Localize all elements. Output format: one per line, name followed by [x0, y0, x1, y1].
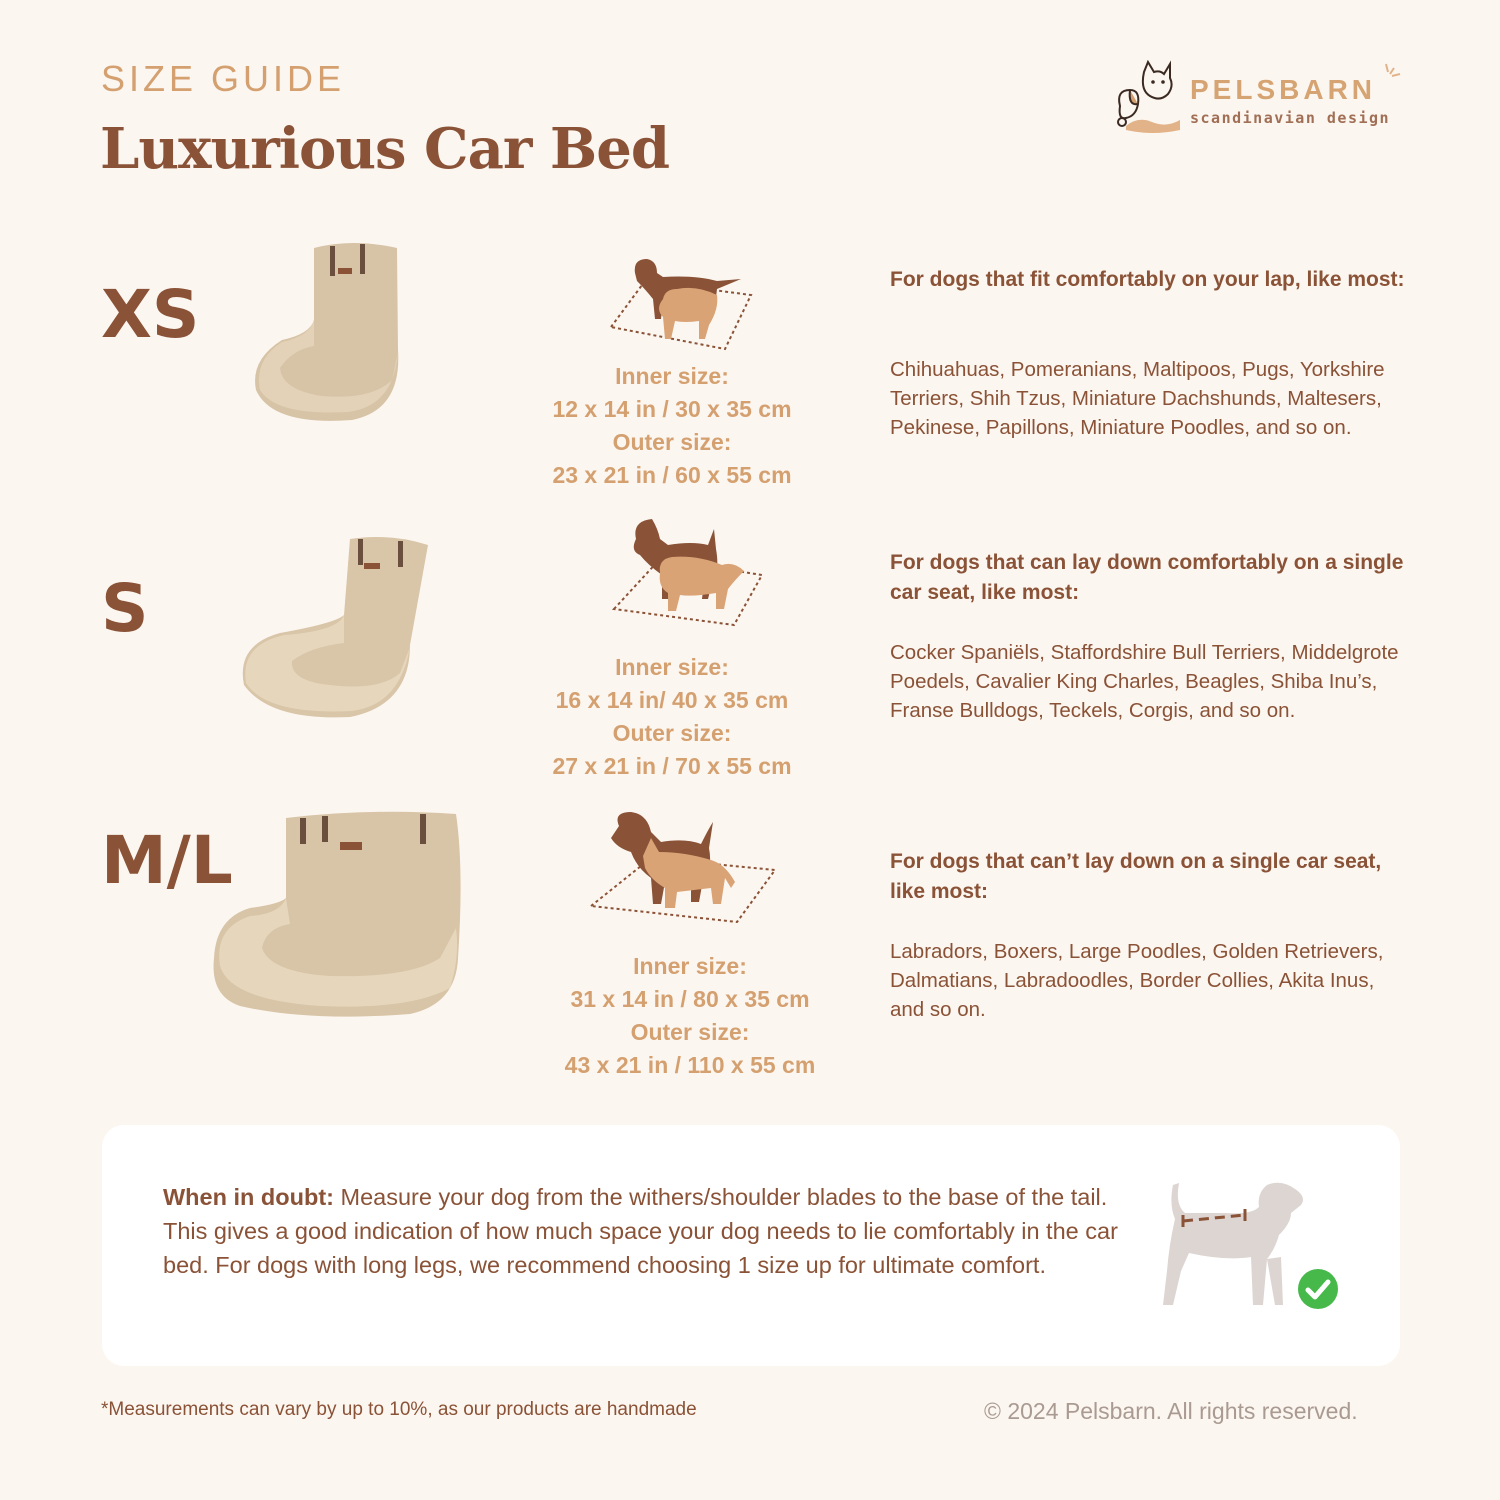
car-bed-ml-image	[210, 808, 465, 1020]
breed-list-ml: Labradors, Boxers, Large Poodles, Golden Retrievers, Dalmatians, Labradoodles, Border Collies, Akita Inus, and so on.	[890, 940, 1384, 1021]
sparkle-icon	[1380, 62, 1404, 82]
outer-size-label: Outer size:	[612, 429, 732, 455]
fit-heading-xs: For dogs that fit comfortably on your lap, like most:	[890, 268, 1405, 291]
car-bed-s-image	[240, 535, 432, 720]
fit-heading-ml: For dogs that can’t lay down on a single car seat, like most:	[890, 850, 1382, 903]
breed-list-s: Cocker Spaniëls, Staffordshire Bull Terriers, Middelgrote Poedels, Cavalier King Charles, Beagles, Shiba Inu’s, Franse Bulldogs, Teckels, Corgis, and so on.	[890, 641, 1399, 722]
inner-size-label: Inner size:	[615, 363, 729, 389]
dogs-s-illustration	[608, 515, 768, 635]
dimensions-ml	[540, 950, 840, 1082]
guide-subtitle: SIZE GUIDE	[101, 58, 346, 99]
inner-size-value: 16 x 14 in/ 40 x 35 cm	[555, 687, 789, 713]
car-bed-xs-image	[252, 240, 402, 425]
outer-size-label: Outer size:	[612, 720, 732, 746]
when-in-doubt-body: Measure your dog from the withers/shoulder blades to the base of the tail. This gives a good indication of how much space your dog needs to lie comfortably in the car bed. For dogs with long legs, we recommend choosing 1 size up for ultimate comfort.	[163, 1184, 1118, 1278]
copyright: © 2024 Pelsbarn. All rights reserved.	[984, 1398, 1358, 1424]
inner-size-value: 31 x 14 in / 80 x 35 cm	[570, 986, 810, 1012]
footnote: *Measurements can vary by up to 10%, as our products are handmade	[101, 1399, 697, 1420]
outer-size-value: 43 x 21 in / 110 x 55 cm	[564, 1052, 816, 1078]
brand-logo	[1108, 60, 1408, 140]
inner-size-label: Inner size:	[633, 953, 747, 979]
dimensions-s	[522, 651, 822, 783]
dogs-xs-illustration	[605, 255, 755, 355]
brand-tagline: scandinavian design	[1190, 109, 1391, 127]
dogs-ml-illustration	[585, 808, 780, 928]
fit-heading-s: For dogs that can lay down comfortably on a single car seat, like most:	[890, 551, 1404, 604]
dimensions-xs	[522, 360, 822, 492]
size-label-s: S	[101, 570, 149, 647]
inner-size-label: Inner size:	[615, 654, 729, 680]
inner-size-value: 12 x 14 in / 30 x 35 cm	[552, 396, 792, 422]
outer-size-label: Outer size:	[630, 1019, 750, 1045]
when-in-doubt-text	[163, 1180, 1123, 1282]
cat-dog-logo-icon	[1108, 60, 1190, 140]
size-label-xs: XS	[101, 276, 200, 353]
check-icon	[1297, 1268, 1339, 1315]
page-title: Luxurious Car Bed	[100, 116, 670, 182]
size-label-ml: M/L	[101, 822, 233, 899]
brand-name: PELSBARN	[1190, 74, 1377, 105]
outer-size-value: 27 x 21 in / 70 x 55 cm	[552, 753, 792, 779]
outer-size-value: 23 x 21 in / 60 x 55 cm	[552, 462, 792, 488]
when-in-doubt-lead: When in doubt:	[163, 1184, 334, 1210]
breed-list-xs: Chihuahuas, Pomeranians, Maltipoos, Pugs, Yorkshire Terriers, Shih Tzus, Miniature Dachshunds, Maltesers, Pekinese, Papillons, Miniature Poodles, and so on.	[890, 358, 1385, 439]
